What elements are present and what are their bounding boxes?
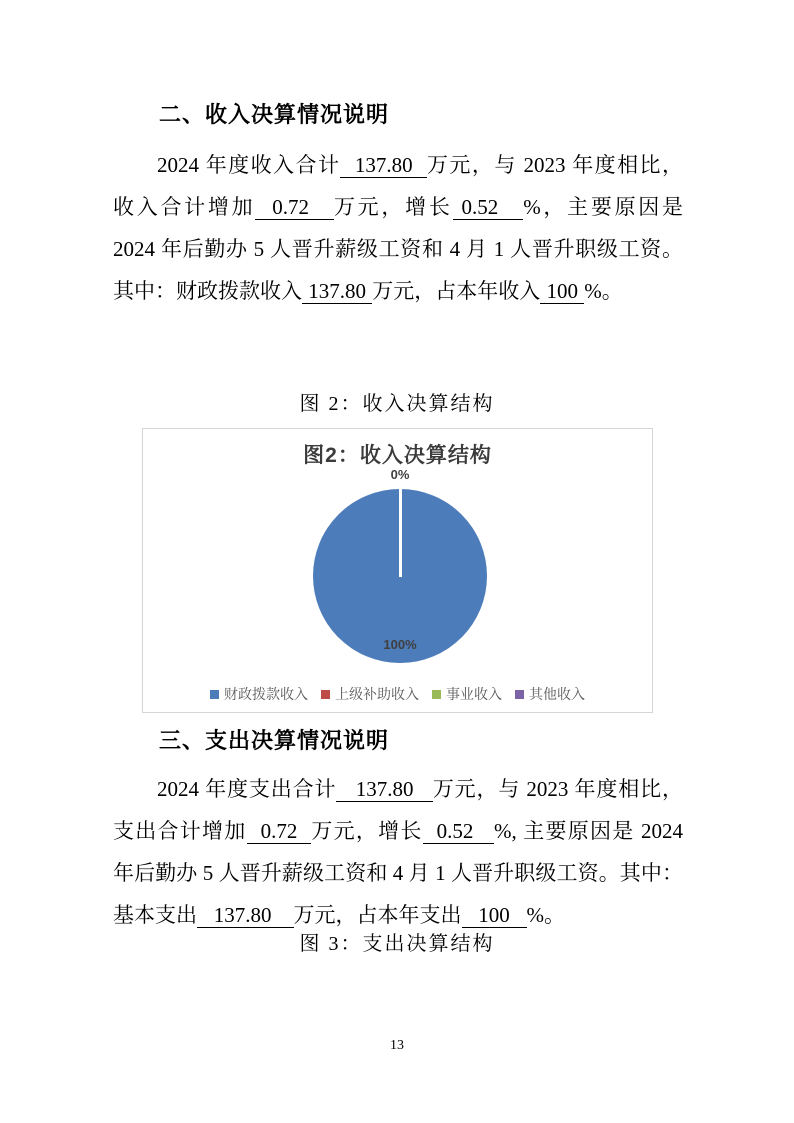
pie-label-zero: 0%	[390, 467, 410, 482]
expense-line-3: 年后勤办 5 人晋升薪级工资和 4 月 1 人晋升职级工资。其中：	[113, 861, 683, 885]
expense-line-1: 2024 年度支出合计 137.80 万元，与 2023 年度相比，	[157, 777, 684, 801]
legend-swatch-purple-icon	[515, 690, 524, 699]
expense-total-value: 137.80	[337, 777, 432, 801]
income-total-value: 137.80	[341, 153, 426, 177]
income-line-1: 2024 年度收入合计 137.80 万元，与 2023 年度相比，	[157, 153, 684, 177]
legend-item-other: 其他收入	[515, 684, 585, 704]
chart-title: 图2：收入决算结构	[303, 444, 492, 467]
income-growth-pct: 0.52	[453, 195, 523, 219]
legend-swatch-green-icon	[432, 690, 441, 699]
fiscal-income-pct: 100	[541, 279, 584, 303]
expense-increase-value: 0.72	[247, 819, 311, 843]
legend-item-subsidy: 上级补助收入	[321, 684, 419, 704]
income-line-2: 收入合计增加 0.72 万元，增长 0.52 %，主要原因是	[113, 195, 684, 219]
expense-growth-pct: 0.52	[423, 819, 493, 843]
pie-slice-divider	[399, 489, 402, 577]
pie-label-hundred: 100%	[383, 637, 417, 652]
legend-swatch-red-icon	[321, 690, 330, 699]
basic-expense-value: 137.80	[198, 903, 293, 927]
legend-item-fiscal: 财政拨款收入	[210, 684, 308, 704]
section-income-heading: 二、收入决算情况说明	[159, 102, 390, 127]
expense-line-2: 支出合计增加 0.72 万元，增长 0.52 %, 主要原因是 2024	[113, 819, 684, 843]
income-increase-value: 0.72	[256, 195, 333, 219]
income-pie-chart	[142, 428, 653, 713]
chart-legend	[143, 684, 652, 704]
income-line-4: 其中：财政拨款收入 137.80 万元，占本年收入 100 %。	[113, 279, 623, 303]
income-line-3: 2024 年后勤办 5 人晋升薪级工资和 4 月 1 人晋升职级工资。	[113, 237, 683, 261]
page-number: 13	[390, 1038, 404, 1053]
legend-swatch-blue-icon	[210, 690, 219, 699]
figure2-caption: 图 2：收入决算结构	[299, 393, 495, 415]
expense-line-4: 基本支出 137.80 万元，占本年支出 100 %。	[113, 903, 565, 927]
basic-expense-pct: 100	[462, 903, 526, 927]
section-expense-heading: 三、支出决算情况说明	[159, 728, 390, 753]
figure3-caption: 图 3：支出决算结构	[299, 933, 495, 955]
fiscal-income-value: 137.80	[303, 279, 372, 303]
legend-item-operations: 事业收入	[432, 684, 502, 704]
